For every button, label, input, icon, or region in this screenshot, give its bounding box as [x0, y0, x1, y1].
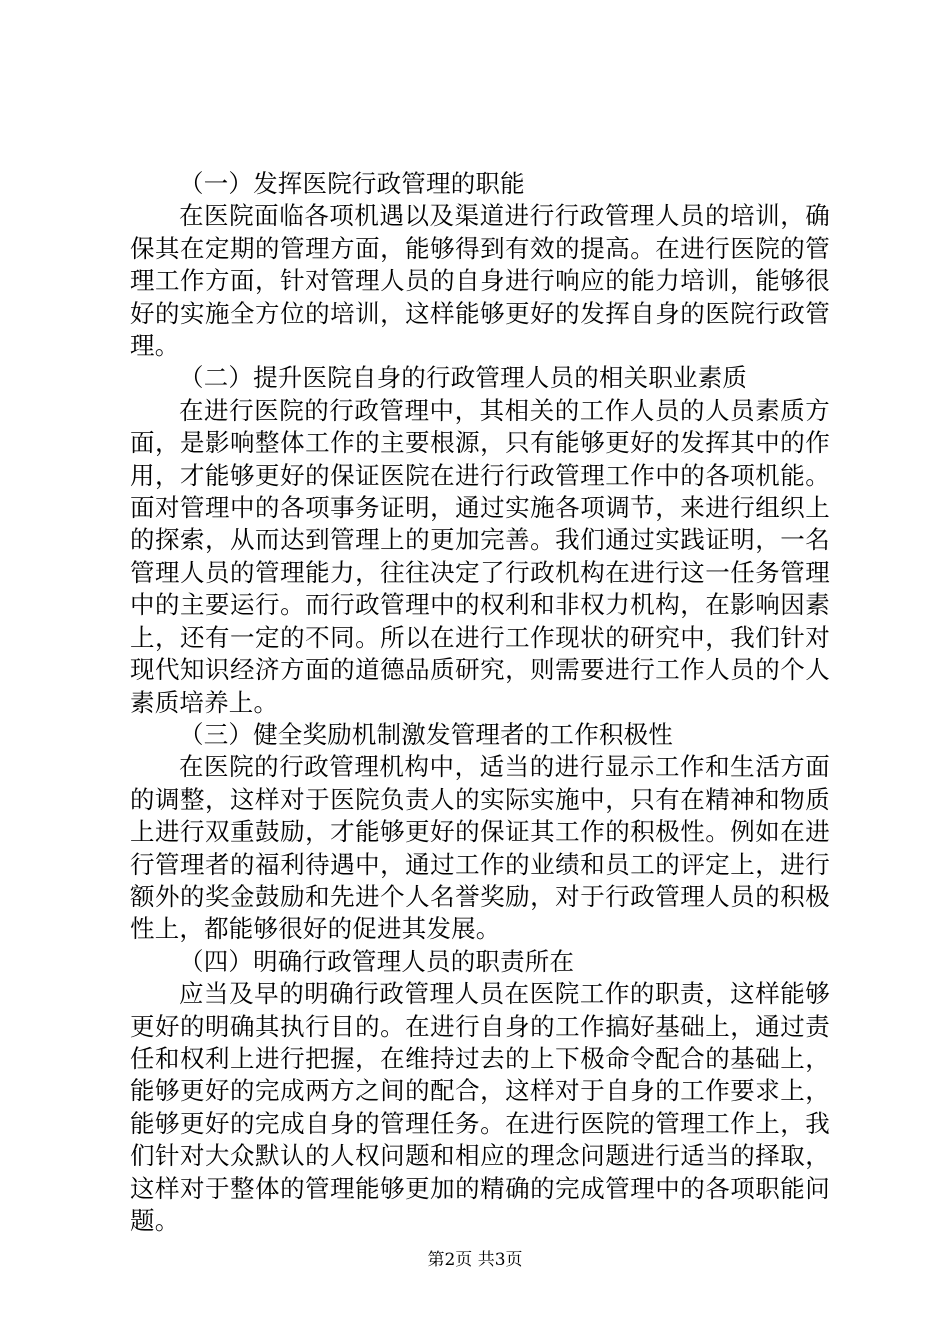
section-heading-2: （二）提升医院自身的行政管理人员的相关职业素质 — [179, 363, 748, 393]
section-heading-3: （三）健全奖励机制激发管理者的工作积极性 — [179, 719, 673, 749]
section-heading-4: （四）明确行政管理人员的职责所在 — [179, 946, 575, 976]
section-paragraph-4: 应当及早的明确行政管理人员在医院工作的职责，这样能够更好的明确其执行目的。在进行自身的工作搞好基础上，通过责任和权利上进行把握，在维持过去的上下极命令配合的基础上，能够更好的完成两方之间的配合，这样对于自身的工作要求上，能够更好的完成自身的管理任务。在进行医院的管理工作上，我们针对大众默认的人权问题和相应的理念问题进行适当的择取，这样对于整体的管理能够更加的精确的完成管理中的各项职能问题。 — [130, 979, 830, 1235]
page-number-footer: 第2页 共3页 — [427, 1250, 523, 1270]
document-page — [130, 168, 830, 1237]
section-heading-1: （一）发挥医院行政管理的职能 — [179, 169, 525, 198]
section-paragraph-1: 在医院面临各项机遇以及渠道进行行政管理人员的培训，确保其在定期的管理方面，能够得到有效的提高。在进行医院的管理工作方面，针对管理人员的自身进行响应的能力培训，能够很好的实施全方位的培训，这样能够更好的发挥自身的医院行政管理。 — [130, 201, 830, 361]
section-paragraph-3: 在医院的行政管理机构中，适当的进行显示工作和生活方面的调整，这样对于医院负责人的实际实施中，只有在精神和物质上进行双重鼓励，才能够更好的保证其工作的积极性。例如在进行管理者的福利待遇中，通过工作的业绩和员工的评定上，进行额外的奖金鼓励和先进个人名誉奖励，对于行政管理人员的积极性上，都能够很好的促进其发展。 — [130, 752, 830, 944]
section-paragraph-2: 在进行医院的行政管理中，其相关的工作人员的人员素质方面，是影响整体工作的主要根源，只有能够更好的发挥其中的作用，才能够更好的保证医院在进行行政管理工作中的各项机能。面对管理中的各项事务证明，通过实施各项调节，来进行组织上的探索，从而达到管理上的更加完善。我们通过实践证明，一名管理人员的管理能力，往往决定了行政机构在进行这一任务管理中的主要运行。而行政管理中的权利和非权力机构，在影响因素上，还有一定的不同。所以在进行工作现状的研究中，我们针对现代知识经济方面的道德品质研究，则需要进行工作人员的个人素质培养上。 — [130, 395, 830, 717]
